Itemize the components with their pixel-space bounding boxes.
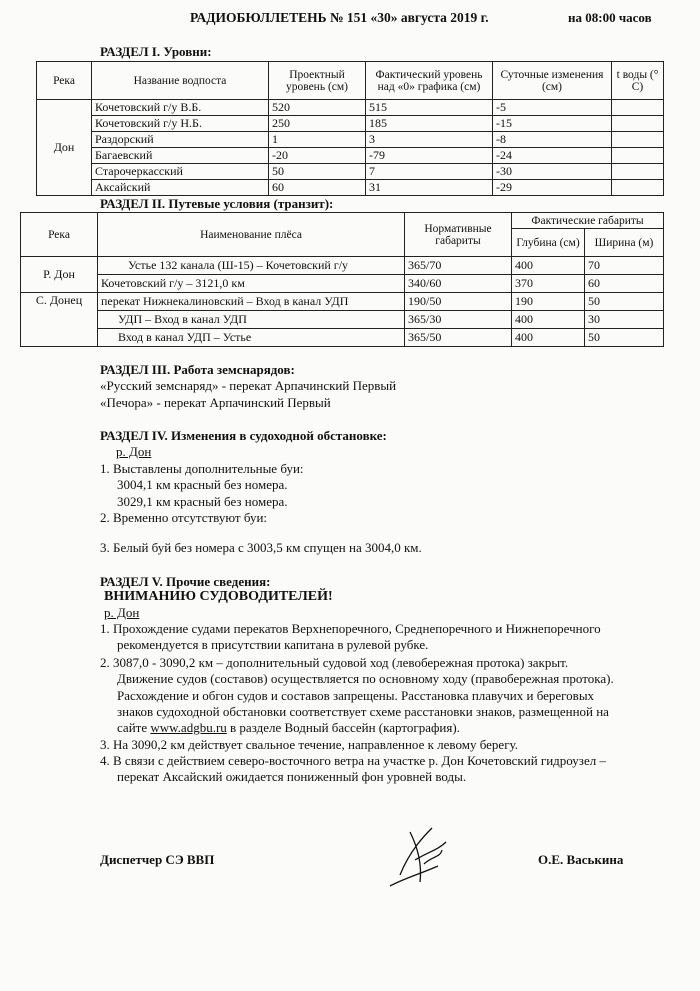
post-name: Раздорский [92,132,269,148]
section2-heading: РАЗДЕЛ II. Путевые условия (транзит): [100,196,334,211]
col-norm: Нормативные габариты [405,213,512,257]
col-actual-level: Фактический уровень над «0» графика (см) [366,62,493,100]
change-item: 1. Выставлены дополнительные буи: [100,461,304,476]
norm-dims: 365/70 [405,257,512,275]
levels-table [36,61,664,196]
dredger-line: «Русский земснаряд» - перекат Арпачинский Первый [100,378,397,393]
water-temp [612,116,664,132]
dispatcher-label: Диспетчер СЭ ВВП [100,852,215,867]
col-river: Река [37,62,92,100]
daily-change: -15 [493,116,612,132]
change-subitem: 3029,1 км красный без номера. [117,494,288,509]
col-reach: Наименование плёса [98,213,405,257]
info-p2-line5 [117,720,680,737]
depth: 400 [512,329,585,347]
depth: 190 [512,293,585,311]
dredger-line: «Печора» - перекат Арпачинский Первый [100,395,331,410]
daily-change: -8 [493,132,612,148]
bulletin-time: на 08:00 часов [568,10,652,25]
col-daily-change: Суточные изменения (см) [493,62,612,100]
transit-table [20,212,664,347]
reach-name: Вход в канал УДП – Устье [98,329,405,347]
river-cell: Дон [37,100,92,196]
width: 60 [585,275,664,293]
col-river: Река [21,213,98,257]
reach-name: перекат Нижнекалиновский – Вход в канал УДП [98,293,405,311]
post-name: Кочетовский г/у В.Б. [92,100,269,116]
norm-dims: 365/30 [405,311,512,329]
actual-level: 185 [366,116,493,132]
actual-level: 515 [366,100,493,116]
water-temp [612,180,664,196]
river-label: р. Дон [104,605,140,620]
river-cell: С. Донец [21,293,98,347]
bulletin-title: РАДИОБЮЛЛЕТЕНЬ № 151 «30» августа 2019 г. [190,10,489,25]
change-item: 2. Временно отсутствуют буи: [100,510,268,525]
section1-heading: РАЗДЕЛ I. Уровни: [100,44,212,59]
info-p2-line4: знаков судоходной обстановки соответствует схеме расстановки знаков, размещенной на [117,704,609,719]
water-temp [612,132,664,148]
col-water-temp: t воды (° С) [612,62,664,100]
attention-heading: ВНИМАНИЮ СУДОВОДИТЕЛЕЙ! [104,589,333,604]
info-p4-line2: перекат Аксайский ожидается пониженный фон уровней воды. [117,769,467,784]
daily-change: -24 [493,148,612,164]
col-width: Ширина (м) [585,229,664,257]
site-suffix: в разделе Водный бассейн (картография). [226,720,460,735]
design-level: 60 [269,180,366,196]
design-level: 50 [269,164,366,180]
norm-dims: 365/50 [405,329,512,347]
norm-dims: 340/60 [405,275,512,293]
design-level: 250 [269,116,366,132]
actual-level: -79 [366,148,493,164]
width: 30 [585,311,664,329]
reach-name: Кочетовский г/у – 3121,0 км [98,275,405,293]
site-prefix: сайте [117,720,151,735]
info-p2-line2: Движение судов (составов) осуществляется по основному ходу (правобережная протока). [117,671,614,686]
info-p1-line1: 1. Прохождение судами перекатов Верхнепоречного, Среднепоречного и Нижнепоречного [100,621,601,636]
info-p2-line1: 2. 3087,0 - 3090,2 км – дополнительный судовой ход (левобережная протока) закрыт. [100,655,569,670]
post-name: Аксайский [92,180,269,196]
depth: 400 [512,311,585,329]
signature-icon [380,820,460,900]
post-name: Багаевский [92,148,269,164]
info-p4-line1: 4. В связи с действием северо-восточного ветра на участке р. Дон Кочетовский гидроузел – [100,753,606,768]
change-subitem: 3004,1 км красный без номера. [117,477,288,492]
water-temp [612,148,664,164]
post-name: Кочетовский г/у Н.Б. [92,116,269,132]
col-post-name: Название водпоста [92,62,269,100]
section4-heading: РАЗДЕЛ IV. Изменения в судоходной обстановке: [100,428,387,443]
water-temp [612,164,664,180]
site-link[interactable]: www.adgbu.ru [150,720,227,735]
col-depth: Глубина (см) [512,229,585,257]
actual-level: 3 [366,132,493,148]
river-cell: Р. Дон [21,257,98,293]
reach-name: УДП – Вход в канал УДП [98,311,405,329]
actual-level: 7 [366,164,493,180]
section3-heading: РАЗДЕЛ III. Работа земснарядов: [100,362,295,377]
info-p2-line3: Расхождение и обгон судов и составов запрещены. Расстановка плавучих и береговых [117,688,595,703]
width: 50 [585,329,664,347]
design-level: 1 [269,132,366,148]
river-label: р. Дон [116,444,152,459]
depth: 400 [512,257,585,275]
info-p1-line2: рекомендуется в присутствии капитана в рулевой рубке. [117,637,429,652]
actual-level: 31 [366,180,493,196]
design-level: 520 [269,100,366,116]
section5-heading: РАЗДЕЛ V. Прочие сведения: [100,574,271,589]
info-p3: 3. На 3090,2 км действует свальное течение, направленное к левому берегу. [100,737,518,752]
signatory-name: О.Е. Васькина [538,852,624,867]
water-temp [612,100,664,116]
width: 50 [585,293,664,311]
post-name: Старочеркасский [92,164,269,180]
norm-dims: 190/50 [405,293,512,311]
reach-name: Устье 132 канала (Ш-15) – Кочетовский г/у [98,257,405,275]
daily-change: -29 [493,180,612,196]
design-level: -20 [269,148,366,164]
daily-change: -5 [493,100,612,116]
change-item: 3. Белый буй без номера с 3003,5 км спущен на 3004,0 км. [100,540,422,555]
daily-change: -30 [493,164,612,180]
col-actual-dims: Фактические габариты [512,213,664,229]
depth: 370 [512,275,585,293]
col-design-level: Проектный уровень (см) [269,62,366,100]
width: 70 [585,257,664,275]
